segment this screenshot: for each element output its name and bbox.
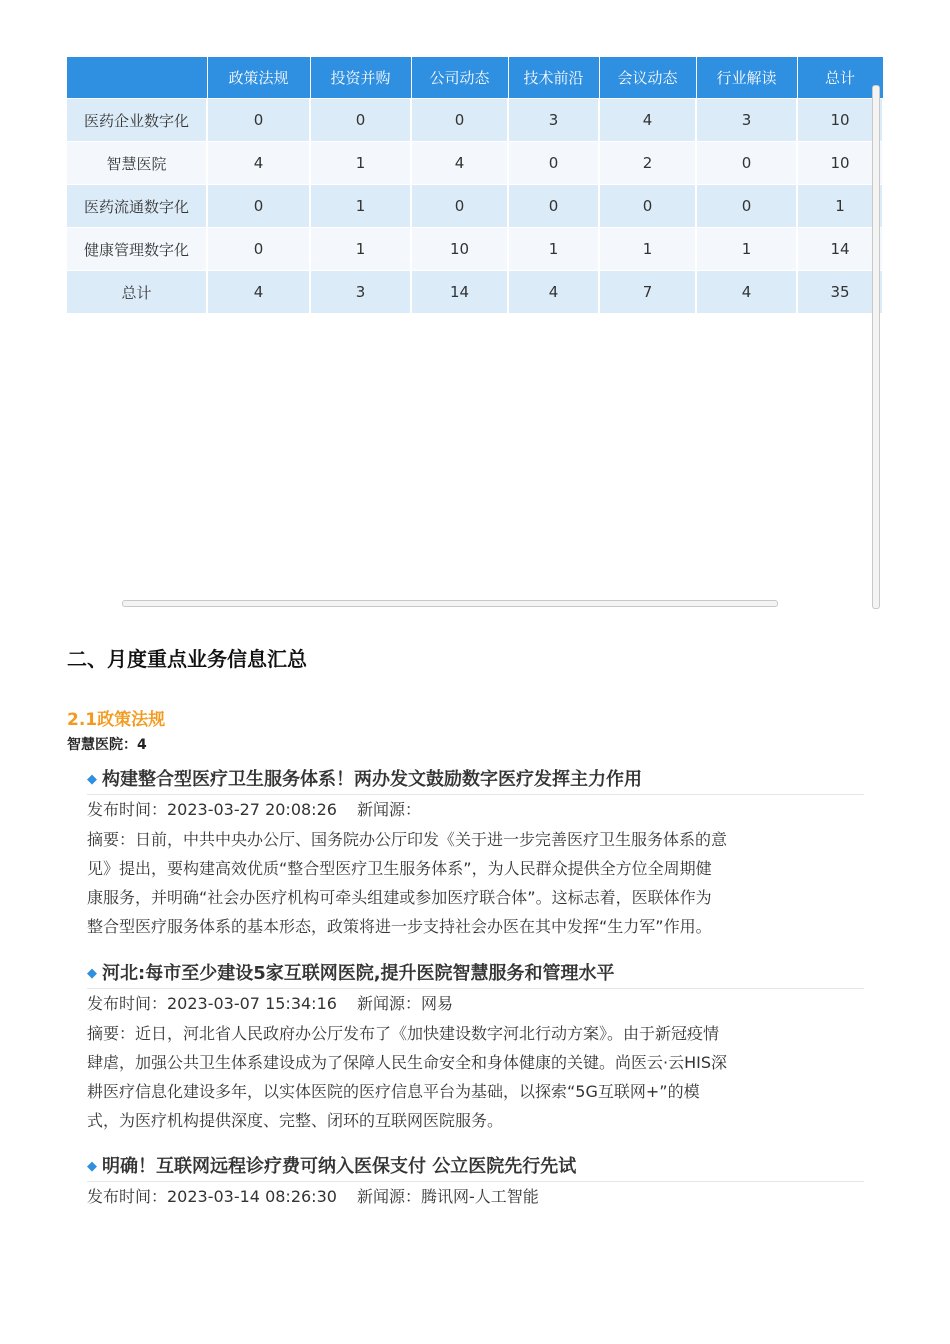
table-cell: 0 — [599, 185, 696, 228]
news-meta — [87, 989, 864, 1019]
stats-table-frame — [67, 57, 883, 609]
publish-time: 发布时间：2023-03-14 08:26:30 — [87, 1187, 337, 1206]
news-source: 新闻源： — [356, 800, 421, 819]
news-meta — [87, 795, 864, 825]
row-label: 医药企业数字化 — [67, 99, 207, 142]
table-cell: 4 — [411, 142, 508, 185]
header-cell-investment: 投资并购 — [310, 57, 411, 99]
row-label: 总计 — [67, 271, 207, 314]
news-source: 新闻源：腾讯网-人工智能 — [356, 1187, 539, 1206]
table-cell: 1 — [797, 185, 883, 228]
abstract-line: 康服务，并明确“社会办医疗机构可牵头组建或参加医疗联合体”。这标志着，医联体作为 — [87, 888, 712, 907]
news-title-text[interactable]: 明确！互联网远程诊疗费可纳入医保支付 公立医院先行先试 — [102, 1156, 577, 1177]
table-cell: 35 — [797, 271, 883, 314]
table-cell: 0 — [508, 185, 599, 228]
category-count: 智慧医院：4 — [67, 737, 147, 753]
news-source: 新闻源：网易 — [356, 994, 453, 1013]
table-row — [67, 142, 883, 185]
table-cell: 0 — [411, 99, 508, 142]
header-cell-total: 总计 — [797, 57, 883, 99]
news-title-text[interactable]: 河北:每市至少建设5家互联网医院,提升医院智慧服务和管理水平 — [102, 963, 615, 984]
vertical-scrollbar[interactable] — [872, 85, 880, 609]
table-row — [67, 185, 883, 228]
table-cell: 4 — [207, 142, 310, 185]
table-total-row — [67, 271, 883, 314]
table-cell: 14 — [411, 271, 508, 314]
table-cell: 14 — [797, 228, 883, 271]
table-cell: 10 — [411, 228, 508, 271]
row-label: 健康管理数字化 — [67, 228, 207, 271]
table-cell: 4 — [207, 271, 310, 314]
table-cell: 1 — [599, 228, 696, 271]
horizontal-scrollbar[interactable] — [122, 600, 778, 607]
section-title: 二、月度重点业务信息汇总 — [67, 647, 307, 671]
news-item — [87, 766, 864, 941]
news-title[interactable] — [87, 1153, 864, 1182]
diamond-bullet-icon: ◆ — [87, 1159, 97, 1174]
abstract-line: 见》提出，要构建高效优质“整合型医疗卫生服务体系”，为人民群众提供全方位全周期健 — [87, 859, 712, 878]
abstract-line: 耕医疗信息化建设多年，以实体医院的医疗信息平台为基础，以探索“5G互联网+”的模 — [87, 1082, 700, 1101]
table-cell: 1 — [508, 228, 599, 271]
table-row — [67, 99, 883, 142]
news-abstract — [87, 1019, 864, 1135]
header-cell-meeting: 会议动态 — [599, 57, 696, 99]
subsection-title: 2.1政策法规 — [67, 710, 166, 730]
row-label: 医药流通数字化 — [67, 185, 207, 228]
news-title[interactable] — [87, 766, 864, 795]
table-cell: 2 — [599, 142, 696, 185]
diamond-bullet-icon: ◆ — [87, 772, 97, 787]
table-cell: 0 — [207, 185, 310, 228]
row-label: 智慧医院 — [67, 142, 207, 185]
table-cell: 0 — [411, 185, 508, 228]
table-cell: 3 — [696, 99, 797, 142]
table-row — [67, 228, 883, 271]
abstract-line: 摘要：近日，河北省人民政府办公厅发布了《加快建设数字河北行动方案》。由于新冠疫情 — [87, 1024, 720, 1043]
header-cell-corner — [67, 57, 207, 99]
table-cell: 4 — [696, 271, 797, 314]
publish-time: 发布时间：2023-03-27 20:08:26 — [87, 800, 337, 819]
table-header-row — [67, 57, 883, 99]
table-cell: 0 — [696, 185, 797, 228]
table-cell: 0 — [207, 99, 310, 142]
news-abstract — [87, 825, 864, 941]
abstract-line: 式，为医疗机构提供深度、完整、闭环的互联网医院服务。 — [87, 1111, 504, 1130]
table-cell: 1 — [310, 142, 411, 185]
news-title[interactable] — [87, 960, 864, 989]
stats-table — [67, 57, 884, 313]
diamond-bullet-icon: ◆ — [87, 966, 97, 981]
table-cell: 7 — [599, 271, 696, 314]
table-cell: 0 — [696, 142, 797, 185]
table-cell: 3 — [310, 271, 411, 314]
header-cell-policy: 政策法规 — [207, 57, 310, 99]
table-cell: 0 — [207, 228, 310, 271]
news-item — [87, 1153, 864, 1212]
publish-time: 发布时间：2023-03-07 15:34:16 — [87, 994, 337, 1013]
header-cell-industry: 行业解读 — [696, 57, 797, 99]
table-cell: 10 — [797, 142, 883, 185]
news-item — [87, 960, 864, 1135]
abstract-line: 整合型医疗服务体系的基本形态，政策将进一步支持社会办医在其中发挥“生力军”作用。 — [87, 917, 712, 936]
news-meta — [87, 1182, 864, 1212]
table-cell: 4 — [599, 99, 696, 142]
header-cell-tech: 技术前沿 — [508, 57, 599, 99]
header-cell-company: 公司动态 — [411, 57, 508, 99]
news-title-text[interactable]: 构建整合型医疗卫生服务体系！两办发文鼓励数字医疗发挥主力作用 — [102, 769, 642, 790]
table-cell: 0 — [508, 142, 599, 185]
table-cell: 1 — [310, 185, 411, 228]
table-cell: 3 — [508, 99, 599, 142]
table-cell: 10 — [797, 99, 883, 142]
table-cell: 0 — [310, 99, 411, 142]
table-cell: 1 — [696, 228, 797, 271]
table-cell: 4 — [508, 271, 599, 314]
abstract-line: 肆虐，加强公共卫生体系建设成为了保障人民生命安全和身体健康的关键。尚医云·云HIS深 — [87, 1053, 727, 1072]
abstract-line: 摘要：日前，中共中央办公厅、国务院办公厅印发《关于进一步完善医疗卫生服务体系的意 — [87, 830, 728, 849]
table-cell: 1 — [310, 228, 411, 271]
